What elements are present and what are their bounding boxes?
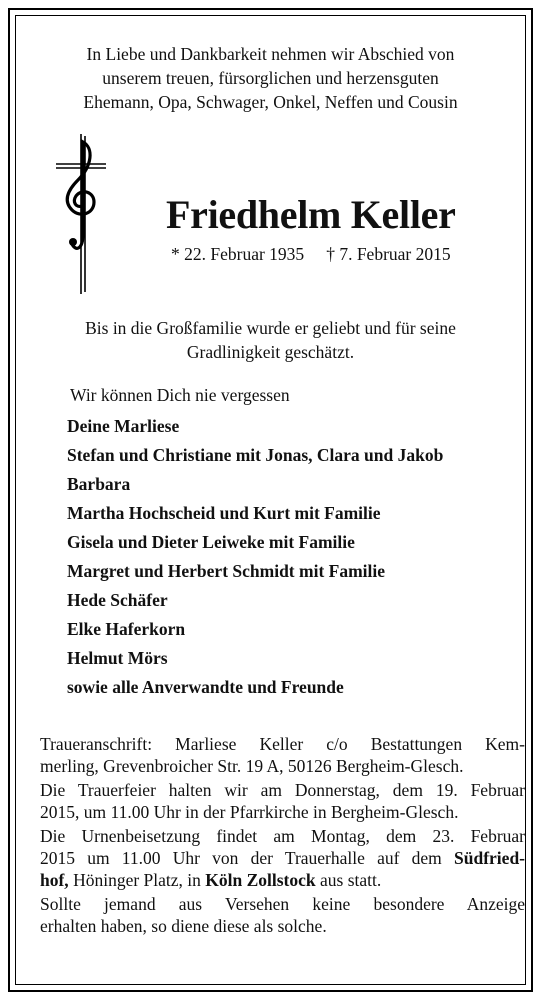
cross-with-treble-clef-icon xyxy=(56,134,106,294)
tribute-line: Bis in die Großfamilie wurde er geliebt und für seine xyxy=(85,318,456,338)
funeral-line: 2015, um 11.00 Uhr in der Pfarrkirche in Bergheim-Glesch. xyxy=(40,802,459,822)
mourner-item: Gisela und Dieter Leiweke mit Familie xyxy=(67,532,355,552)
mourner-item: Stefan und Christiane mit Jonas, Clara und Jakob xyxy=(67,445,444,465)
cemetery-name: Südfried- xyxy=(454,848,525,868)
closing-line: Sollte jemand aus Versehen keine besondere Anzeige xyxy=(40,894,525,914)
mourner-item: Helmut Mörs xyxy=(67,648,168,668)
obituary-frame xyxy=(8,8,533,992)
tribute-text xyxy=(16,316,525,364)
funeral-line: Die Trauerfeier halten wir am Donnerstag, dem 19. Februar xyxy=(40,780,525,800)
city-district: Köln Zollstock xyxy=(205,870,316,890)
intro-text xyxy=(16,42,525,114)
death-date: † 7. Februar 2015 xyxy=(326,244,451,264)
cemetery-name-end: hof, xyxy=(40,870,69,890)
closing-line: erhalten haben, so diene diese als solche. xyxy=(40,916,327,936)
intro-line: unserem treuen, fürsorglichen und herzensguten xyxy=(102,68,439,88)
urn-burial-notice xyxy=(40,825,525,891)
urn-line: Die Urnenbeisetzung findet am Montag, dem 23. Februar xyxy=(40,826,525,846)
mourners-list xyxy=(67,412,443,702)
urn-line-text: 2015 um 11.00 Uhr von der Trauerhalle auf dem xyxy=(40,848,442,868)
deceased-name: Friedhelm Keller xyxy=(166,192,456,237)
address-line: Traueranschrift: Marliese Keller c/o Bestattungen Kem- xyxy=(40,734,525,754)
mourner-item: Barbara xyxy=(67,474,131,494)
funeral-service-notice xyxy=(40,779,525,823)
mourner-item: Elke Haferkorn xyxy=(67,619,186,639)
obituary-inner-border xyxy=(15,15,526,985)
mourner-item: Deine Marliese xyxy=(67,416,180,436)
intro-line: In Liebe und Dankbarkeit nehmen wir Abschied von xyxy=(86,44,455,64)
intro-line: Ehemann, Opa, Schwager, Onkel, Neffen und Cousin xyxy=(83,92,458,112)
never-forget-text: Wir können Dich nie vergessen xyxy=(70,385,290,405)
tribute-line: Gradlinigkeit geschätzt. xyxy=(186,342,355,362)
urn-line xyxy=(40,869,525,891)
birth-date: * 22. Februar 1935 xyxy=(171,244,305,264)
mourner-item: Martha Hochscheid und Kurt mit Familie xyxy=(67,503,381,523)
mourning-address xyxy=(40,733,525,777)
address-line: merling, Grevenbroicher Str. 19 A, 50126 Bergheim-Glesch. xyxy=(40,756,464,776)
mourner-item: Margret und Herbert Schmidt mit Familie xyxy=(67,561,386,581)
mourner-item: Hede Schäfer xyxy=(67,590,168,610)
life-dates xyxy=(171,244,451,265)
urn-line xyxy=(40,847,525,869)
urn-line-text: aus statt. xyxy=(320,870,382,890)
mourner-item: sowie alle Anverwandte und Freunde xyxy=(67,677,344,697)
urn-line-text: Höninger Platz, in xyxy=(73,870,201,890)
closing-notice xyxy=(40,893,525,937)
